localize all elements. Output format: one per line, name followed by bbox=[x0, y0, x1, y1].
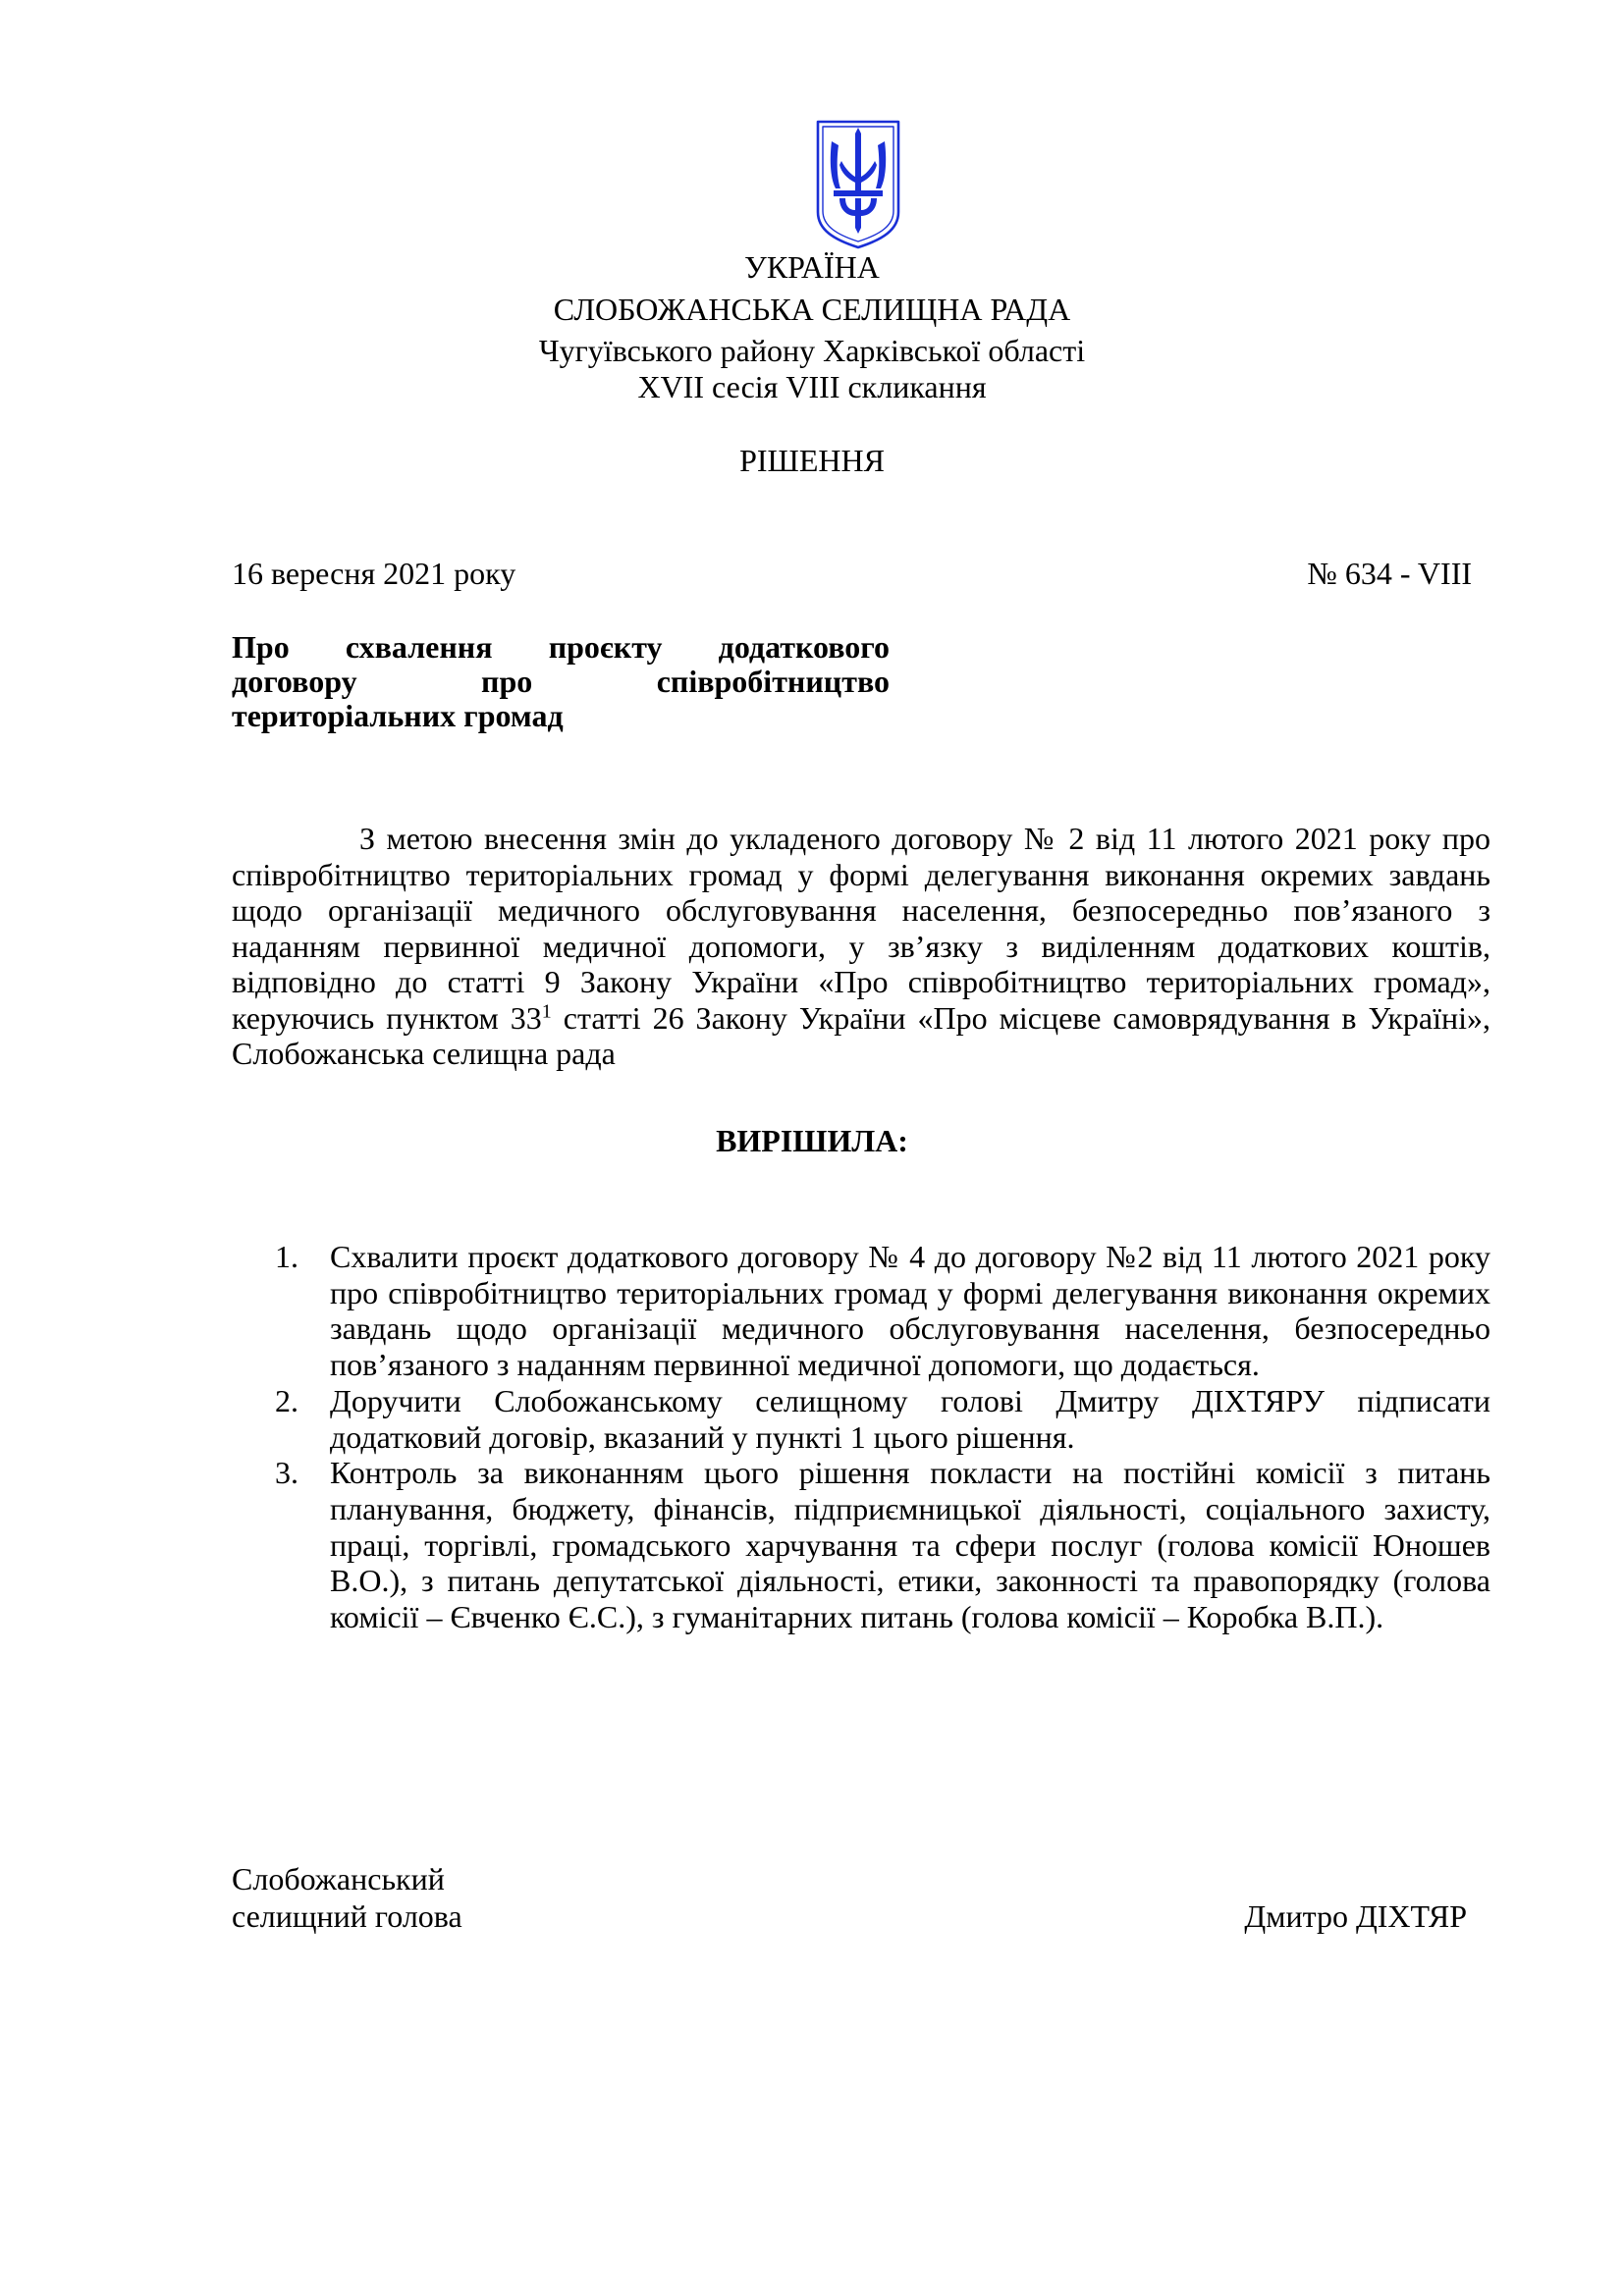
district-subtitle: Чугуївського району Харківської області bbox=[538, 333, 1086, 368]
subject-line: договору про співробітництво bbox=[232, 664, 890, 699]
signatory-position bbox=[232, 1860, 462, 1935]
subject-line: Про схвалення проєкту додаткового bbox=[232, 629, 890, 665]
decision-number: № 634 - VIII bbox=[1307, 556, 1472, 591]
document-type: РІШЕННЯ bbox=[739, 443, 885, 478]
resolved-heading: ВИРІШИЛА: bbox=[716, 1123, 908, 1158]
list-item bbox=[275, 1455, 1490, 1635]
item-text: Доручити Слобожанському селищному голові Дмитру ДІХТЯРУ підписати додатковий договір, вказаний у пункті 1 цього рішення. bbox=[330, 1382, 1490, 1455]
item-number: 3. bbox=[275, 1455, 298, 1491]
item-text: Схвалити проєкт додаткового договору № 4 до договору №2 від 11 лютого 2021 року про співробітництво територіальних громад у формі делегування виконання окремих завдань щодо організації медичного обслуговування населення, безпосередньо пов’язаного з наданням первинної медичної допомоги, що додається. bbox=[330, 1239, 1490, 1383]
decision-subject bbox=[232, 630, 890, 733]
position-line: селищний голова bbox=[232, 1898, 462, 1934]
item-text: Контроль за виконанням цього рішення покласти на постійні комісії з питань планування, бюджету, фінансів, підприємницької діяльності, соціального захисту, праці, торгівлі, громадського харчування та сфери послуг (голова комісії Юношев В.О.), з питань депутатської діяльності, етики, законності та правопорядку (голова комісії – Євченко Є.С.), з гуманітарних питань (голова комісії – Коробка В.П.). bbox=[330, 1455, 1490, 1635]
session-subtitle: XVII сесія VIII скликання bbox=[637, 369, 987, 404]
preamble-text: статті 26 Закону України «Про місцеве самоврядування в Україні», Слобожанська селищна рада bbox=[232, 999, 1490, 1071]
subject-line: територіальних громад bbox=[232, 698, 564, 733]
list-item bbox=[275, 1239, 1490, 1383]
preamble-paragraph bbox=[232, 821, 1490, 1072]
item-number: 1. bbox=[275, 1239, 298, 1274]
signatory-name: Дмитро ДІХТЯР bbox=[1244, 1898, 1467, 1934]
list-item bbox=[275, 1383, 1490, 1455]
decision-date: 16 вересня 2021 року bbox=[232, 556, 516, 591]
coat-of-arms-icon bbox=[814, 118, 902, 250]
superscript: 1 bbox=[541, 999, 552, 1022]
country-title: УКРАЇНА bbox=[744, 249, 880, 285]
item-number: 2. bbox=[275, 1382, 298, 1418]
resolution-list bbox=[275, 1239, 1490, 1635]
preamble-text: З метою внесення змін до укладеного договору № 2 від 11 лютого 2021 року про співробітництво територіальних громад у формі делегування виконання окремих завдань щодо організації медичного обслуговування населення, безпосередньо пов’язаного з наданням первинної медичної допомоги, у зв’язку з виділенням додаткових коштів, відповідно до статті 9 Закону України «Про співробітництво територіальних громад», керуючись пунктом 33 bbox=[232, 821, 1490, 1036]
position-line: Слобожанський bbox=[232, 1861, 445, 1896]
council-title: СЛОБОЖАНСЬКА СЕЛИЩНА РАДА bbox=[553, 292, 1071, 327]
